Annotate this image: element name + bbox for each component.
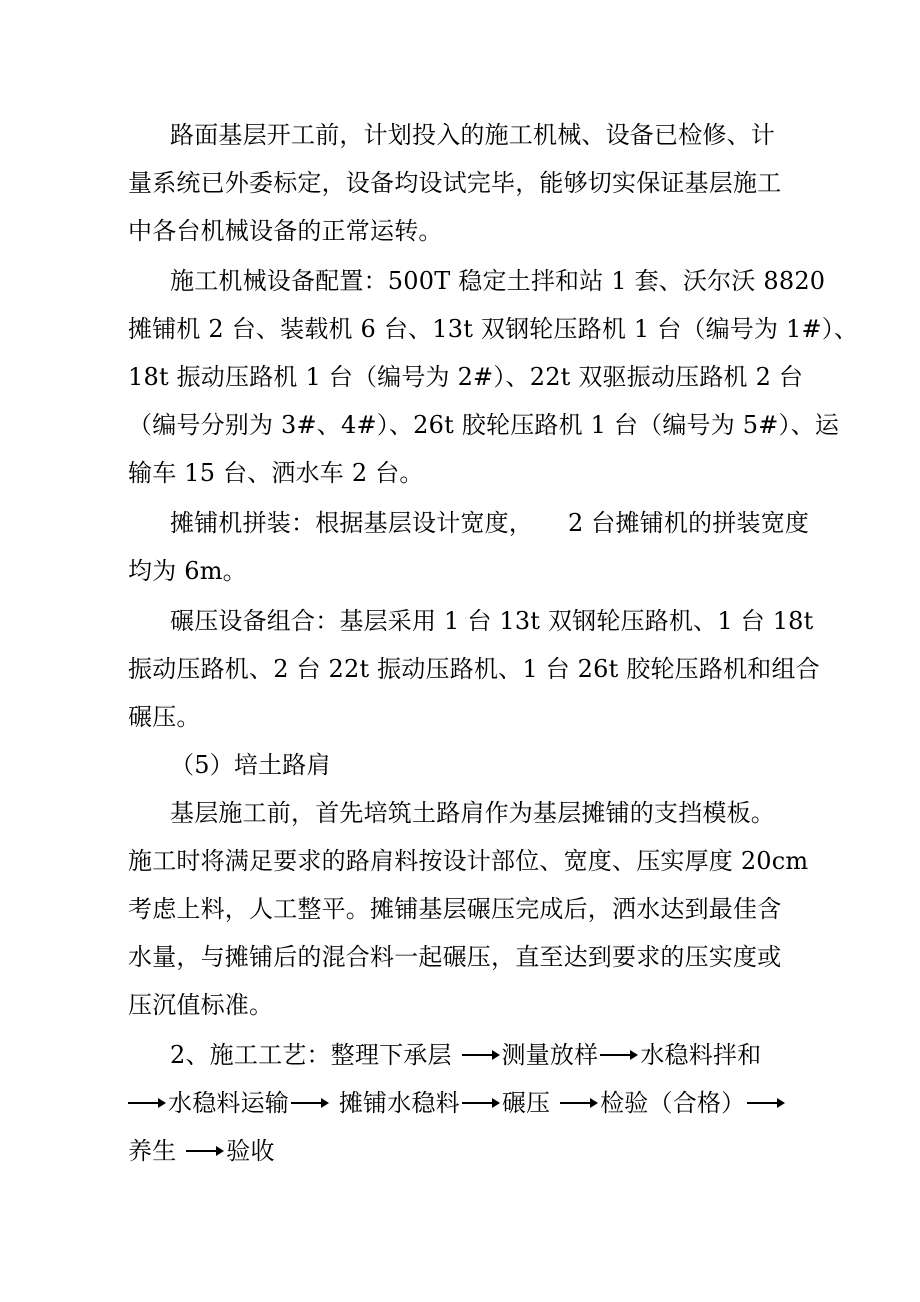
process-intro: 2、施工工艺： <box>170 1041 331 1069</box>
paragraph-2-line-2: 摊铺机 2 台、装载机 6 台、13t 双钢轮压路机 1 台（编号为 1#）、 <box>128 315 859 343</box>
paragraph-2-line-1: 施工机械设备配置：500T 稳定土拌和站 1 套、沃尔沃 8820 <box>170 267 826 295</box>
paragraph-1-line-2: 量系统已外委标定，设备均设试完毕，能够切实保证基层施工 <box>128 169 782 197</box>
section-heading: （5）培土路肩 <box>170 751 331 779</box>
arrow-right-icon <box>291 1097 329 1109</box>
paragraph-3-line-1b: 2 台摊铺机的拼装宽度 <box>568 509 810 537</box>
paragraph-4-line-3: 碾压。 <box>128 703 201 731</box>
process-step: 碾压 <box>501 1089 551 1117</box>
paragraph-1-line-3: 中各台机械设备的正常运转。 <box>128 217 443 245</box>
paragraph-4-line-2: 振动压路机、2 台 22t 振动压路机、1 台 26t 胶轮压路机和组合 <box>128 655 820 683</box>
paragraph-3-line-1a: 摊铺机拼装：根据基层设计宽度， <box>170 509 533 537</box>
process-step: 验收 <box>226 1137 275 1165</box>
paragraph-5-line-3: 考虑上料，人工整平。摊铺基层碾压完成后，洒水达到最佳含 <box>128 895 782 923</box>
arrow-right-icon <box>462 1097 500 1109</box>
arrow-right-icon <box>747 1097 785 1109</box>
paragraph-1-line-1: 路面基层开工前，计划投入的施工机械、设备已检修、计 <box>170 121 775 149</box>
paragraph-5-line-5: 压沉值标准。 <box>128 991 274 1019</box>
process-step: 整理下承层 <box>330 1041 452 1069</box>
process-flow-line-2 <box>128 1088 787 1118</box>
paragraph-5-line-2: 施工时将满足要求的路肩料按设计部位、宽度、压实厚度 20cm <box>128 847 809 875</box>
paragraph-2-line-5: 输车 15 台、洒水车 2 台。 <box>128 459 424 487</box>
process-flow-line-1 <box>170 1040 761 1070</box>
process-step: 水稳料拌和 <box>640 1041 762 1069</box>
process-step: 水稳料运输 <box>168 1089 289 1117</box>
process-step: 检验（合格） <box>600 1089 746 1117</box>
paragraph-2-line-3: 18t 振动压路机 1 台（编号为 2#）、22t 双驱振动压路机 2 台 <box>128 363 804 391</box>
process-flow-line-3 <box>128 1136 275 1166</box>
arrow-right-icon <box>600 1049 638 1061</box>
process-step: 测量放样 <box>501 1041 599 1069</box>
process-step: 养生 <box>128 1137 177 1165</box>
arrow-right-icon <box>462 1049 500 1061</box>
arrow-right-icon <box>560 1097 598 1109</box>
paragraph-5-line-1: 基层施工前，首先培筑土路肩作为基层摊铺的支挡模板。 <box>170 799 775 827</box>
paragraph-3-line-2: 均为 6m。 <box>128 557 247 585</box>
paragraph-2-line-4: （编号分别为 3#、4#）、26t 胶轮压路机 1 台（编号为 5#）、运 <box>128 411 840 439</box>
process-step: 摊铺水稳料 <box>338 1089 460 1117</box>
arrow-right-icon <box>186 1145 224 1157</box>
arrow-right-icon <box>128 1097 166 1109</box>
paragraph-5-line-4: 水量，与摊铺后的混合料一起碾压，直至达到要求的压实度或 <box>128 943 782 971</box>
paragraph-4-line-1: 碾压设备组合：基层采用 1 台 13t 双钢轮压路机、1 台 18t <box>170 607 814 635</box>
